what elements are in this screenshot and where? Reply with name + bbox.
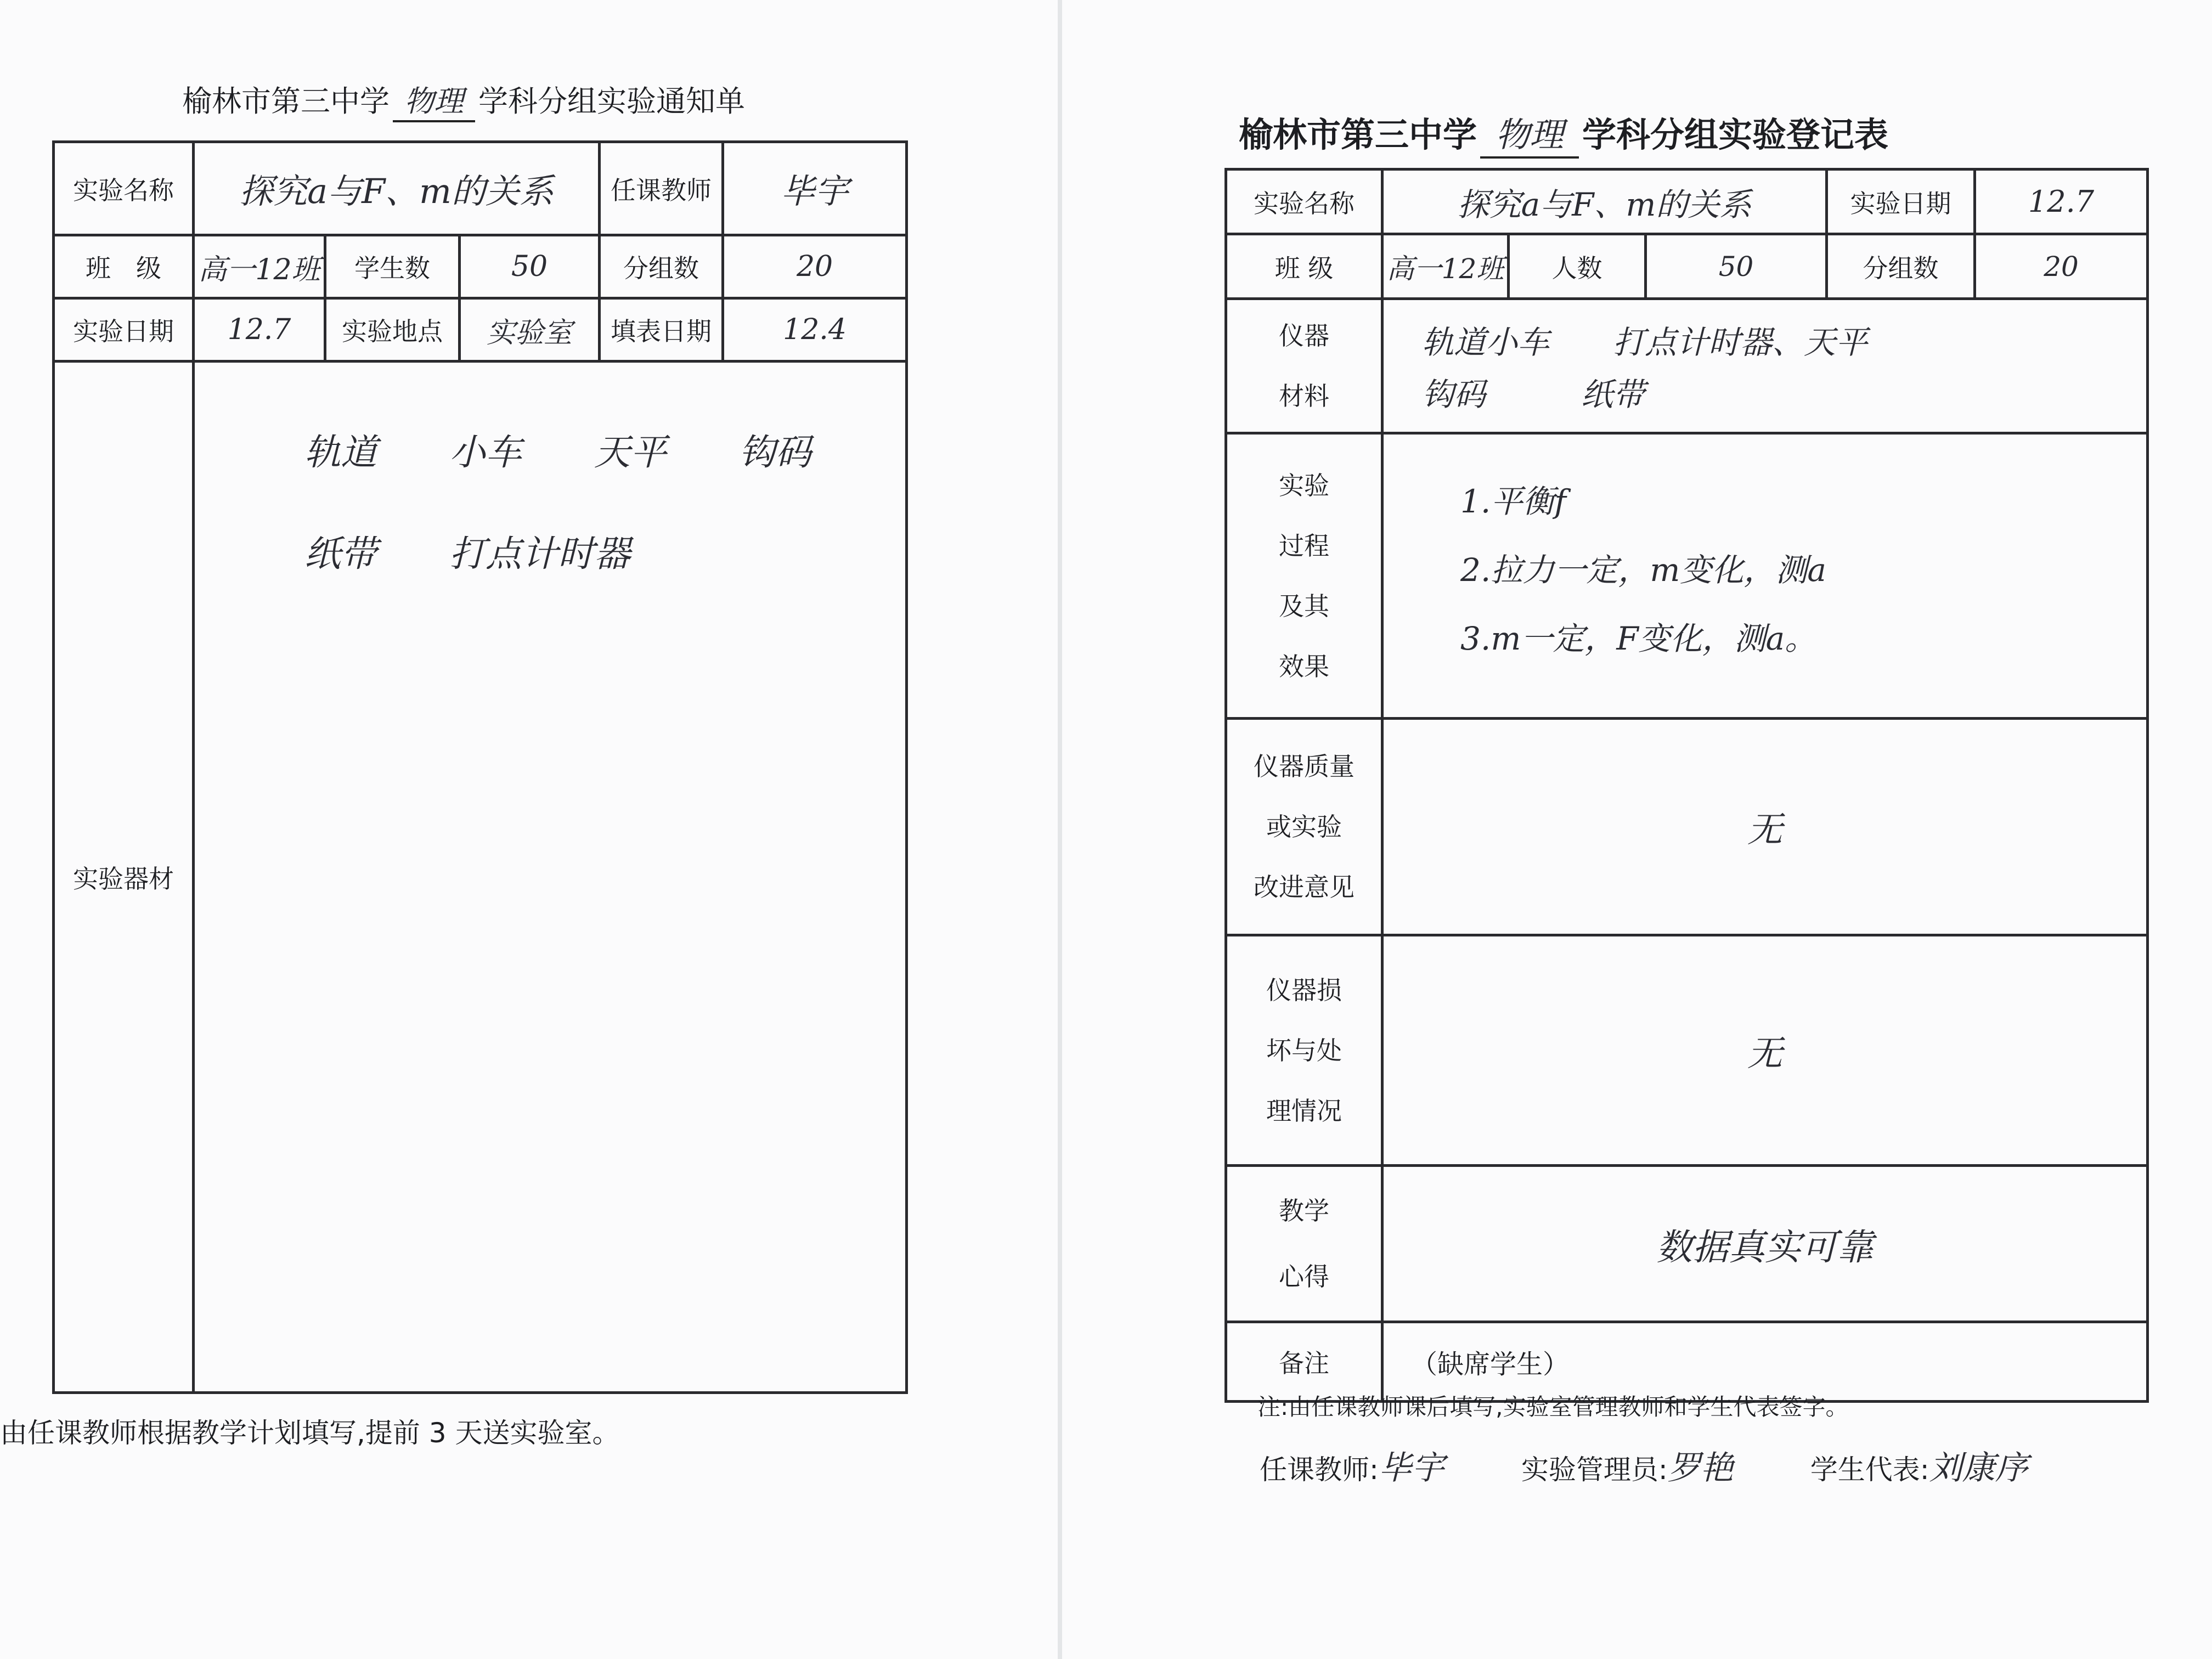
teacher-value: 毕宇 bbox=[723, 142, 907, 235]
reg-remarks-value: （缺席学生） bbox=[1383, 1322, 2148, 1402]
reg-people-count-label: 人数 bbox=[1509, 234, 1646, 299]
experiment-date-label: 实验日期 bbox=[54, 298, 194, 362]
reg-class-label: 班 级 bbox=[1226, 234, 1383, 299]
reg-process-content bbox=[1383, 433, 2148, 719]
left-footnote: 由任课教师根据教学计划填写,提前 3 天送实验室。 bbox=[0, 1417, 620, 1449]
group-count-label: 分组数 bbox=[600, 235, 723, 298]
lab-manager-sign-label: 实验管理员: bbox=[1521, 1454, 1668, 1486]
reg-group-count-label: 分组数 bbox=[1827, 234, 1975, 299]
experiment-name-label: 实验名称 bbox=[54, 142, 194, 235]
reg-insight-label-line: 心得 bbox=[1279, 1262, 1329, 1291]
reg-remarks-label: 备注 bbox=[1226, 1322, 1383, 1402]
left-sheet-notice-form bbox=[0, 0, 1058, 1659]
location-value: 实验室 bbox=[460, 298, 600, 362]
reg-process-label-line: 实验 bbox=[1279, 470, 1329, 500]
reg-quality-label-line: 改进意见 bbox=[1254, 872, 1355, 902]
reg-damage-label-line: 理情况 bbox=[1266, 1096, 1342, 1126]
teacher-sign-label: 任课教师: bbox=[1260, 1454, 1379, 1486]
student-rep-signature: 刘康序 bbox=[1929, 1449, 2028, 1487]
reg-insight-label-line: 教学 bbox=[1279, 1196, 1329, 1226]
teacher-signature: 毕宇 bbox=[1378, 1449, 1444, 1487]
class-value: 高一12班 bbox=[194, 235, 325, 298]
right-title-suffix: 学科分组实验登记表 bbox=[1582, 115, 1889, 155]
reg-insight-value: 数据真实可靠 bbox=[1383, 1166, 2148, 1322]
reg-equipment-line: 轨道小车 打点计时器、天平 bbox=[1422, 324, 1868, 361]
student-rep-sign-label: 学生代表: bbox=[1810, 1454, 1929, 1486]
equipment-content bbox=[194, 362, 907, 1393]
equipment-line: 轨道 小车 天平 钩码 bbox=[304, 431, 811, 473]
right-registration-table bbox=[1224, 168, 2149, 1403]
reg-experiment-date-label: 实验日期 bbox=[1827, 170, 1975, 234]
reg-process-label-line: 及其 bbox=[1279, 591, 1329, 621]
left-form-title bbox=[182, 78, 745, 122]
fill-date-label: 填表日期 bbox=[600, 298, 723, 362]
left-title-prefix: 榆林市第三中学 bbox=[182, 84, 390, 119]
reg-quality-value: 无 bbox=[1383, 719, 2148, 935]
reg-equipment-label bbox=[1226, 299, 1383, 433]
reg-quality-label-line: 或实验 bbox=[1266, 812, 1342, 842]
experiment-name-value: 探究a与F、m的关系 bbox=[194, 142, 600, 235]
group-count-value: 20 bbox=[723, 235, 907, 298]
experiment-date-value: 12.7 bbox=[194, 298, 325, 362]
fill-date-value: 12.4 bbox=[723, 298, 907, 362]
reg-experiment-date-value: 12.7 bbox=[1975, 170, 2148, 234]
student-count-label: 学生数 bbox=[325, 235, 460, 298]
reg-equipment-label-line: 仪器 bbox=[1279, 321, 1329, 351]
right-title-subject: 物理 bbox=[1480, 108, 1579, 159]
reg-process-label bbox=[1226, 433, 1383, 719]
teacher-label: 任课教师 bbox=[600, 142, 723, 235]
reg-insight-label bbox=[1226, 1166, 1383, 1322]
reg-people-count-value: 50 bbox=[1646, 234, 1827, 299]
reg-process-line: 2.拉力一定，m变化，测a bbox=[1460, 551, 1826, 589]
right-footnote: 注:由任课教师课后填写,实验室管理教师和学生代表签字。 bbox=[1257, 1393, 1849, 1420]
reg-experiment-name-label: 实验名称 bbox=[1226, 170, 1383, 234]
reg-equipment-line: 钩码 纸带 bbox=[1422, 376, 1645, 413]
reg-process-line: 1.平衡f bbox=[1460, 483, 1566, 520]
reg-class-value: 高一12班 bbox=[1383, 234, 1509, 299]
reg-group-count-value: 20 bbox=[1975, 234, 2148, 299]
reg-quality-label-line: 仪器质量 bbox=[1254, 752, 1355, 781]
left-title-subject: 物理 bbox=[393, 78, 475, 122]
reg-quality-label bbox=[1226, 719, 1383, 935]
left-title-suffix: 学科分组实验通知单 bbox=[478, 84, 745, 119]
right-title-prefix: 榆林市第三中学 bbox=[1239, 115, 1477, 155]
reg-damage-value: 无 bbox=[1383, 935, 2148, 1166]
student-count-value: 50 bbox=[460, 235, 600, 298]
reg-damage-label-line: 仪器损 bbox=[1266, 975, 1342, 1005]
reg-equipment-label-line: 材料 bbox=[1279, 381, 1329, 411]
equipment-label: 实验器材 bbox=[54, 362, 194, 1393]
reg-damage-label-line: 坏与处 bbox=[1266, 1035, 1342, 1065]
reg-process-line: 3.m一定，F变化，测a。 bbox=[1460, 620, 1817, 657]
reg-damage-label bbox=[1226, 935, 1383, 1166]
reg-experiment-name-value: 探究a与F、m的关系 bbox=[1383, 170, 1827, 234]
equipment-line: 纸带 打点计时器 bbox=[304, 533, 630, 575]
class-label: 班 级 bbox=[54, 235, 194, 298]
lab-manager-signature: 罗艳 bbox=[1667, 1449, 1734, 1487]
reg-process-label-line: 效果 bbox=[1279, 651, 1329, 681]
signature-row bbox=[1260, 1442, 2028, 1489]
reg-equipment-content bbox=[1383, 299, 2148, 433]
location-label: 实验地点 bbox=[325, 298, 460, 362]
left-notice-table bbox=[52, 140, 908, 1394]
sheet-gap bbox=[1058, 0, 1062, 1659]
right-sheet-registration-form bbox=[1062, 0, 2212, 1659]
right-form-title bbox=[1239, 108, 1888, 159]
reg-process-label-line: 过程 bbox=[1279, 531, 1329, 561]
